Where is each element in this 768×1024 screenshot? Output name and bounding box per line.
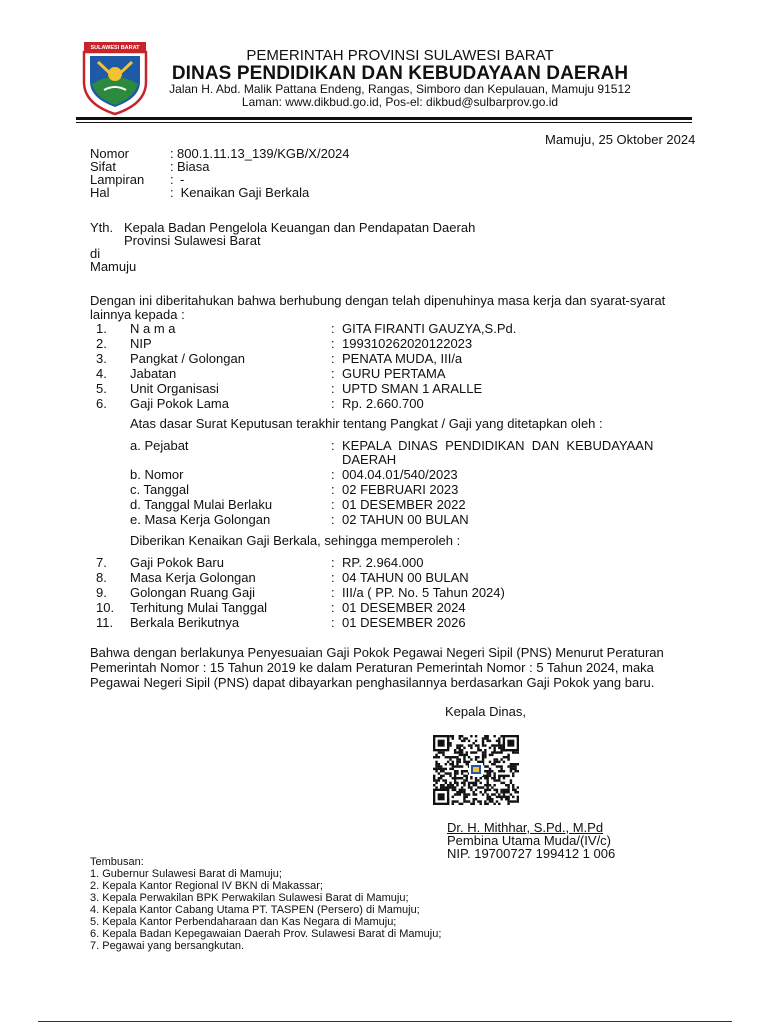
recipient-yth: Yth. bbox=[90, 220, 114, 235]
copy-item: 1. Gubernur Sulawesi Barat di Mamuju; bbox=[90, 868, 282, 880]
signatory-nip: NIP. 19700727 199412 1 006 bbox=[447, 846, 616, 861]
copy-item: 2. Kepala Kantor Regional IV BKN di Makassar; bbox=[90, 880, 323, 892]
copy-item: 7. Pegawai yang bersangkutan. bbox=[90, 940, 245, 952]
date-place: Mamuju, 25 Oktober 2024 bbox=[545, 132, 696, 147]
recipient-di: di bbox=[90, 246, 101, 261]
logo-text: SULAWESI BARAT bbox=[90, 45, 140, 51]
basis-intro: Atas dasar Surat Keputusan terakhir tentang Pangkat / Gaji yang ditetapkan oleh : bbox=[130, 416, 603, 431]
page-bottom-line bbox=[38, 1021, 732, 1022]
office-address: Jalan H. Abd. Malik Pattana Endeng, Rangas, Simboro dan Kepulauan, Mamuju 91512 bbox=[169, 82, 631, 96]
government-name: PEMERINTAH PROVINSI SULAWESI BARAT bbox=[246, 47, 554, 64]
province-logo bbox=[78, 40, 152, 116]
recipient-line1: Kepala Badan Pengelola Keuangan dan Pendapatan Daerah bbox=[124, 220, 476, 235]
signature-qr-code bbox=[433, 735, 519, 805]
recipient-line2: Provinsi Sulawesi Barat bbox=[124, 233, 261, 248]
copy-item: 3. Kepala Perwakilan BPK Perwakilan Sulawesi Barat di Mamuju; bbox=[90, 892, 409, 904]
intro-line-2: lainnya kepada : bbox=[90, 307, 185, 322]
copies-title: Tembusan: bbox=[90, 856, 144, 868]
closing-line: Pemerintah Nomor : 15 Tahun 2019 ke dalam Peraturan Pemerintah Nomor : 5 Tahun 2024, maka bbox=[90, 660, 654, 675]
department-name: DINAS PENDIDIKAN DAN KEBUDAYAAN DAERAH bbox=[171, 63, 629, 84]
copy-item: 6. Kepala Badan Kepegawaian Daerah Prov. Sulawesi Barat di Mamuju; bbox=[90, 928, 442, 940]
signature-title: Kepala Dinas, bbox=[445, 704, 526, 719]
office-web-email: Laman: www.dikbud.go.id, Pos-el: dikbud@sulbarprov.go.id bbox=[241, 95, 559, 109]
copy-item: 5. Kepala Kantor Perbendaharaan dan Kas Negara di Mamuju; bbox=[90, 916, 397, 928]
signatory-rank: Pembina Utama Muda/(IV/c) bbox=[447, 833, 612, 848]
closing-line: Bahwa dengan berlakunya Penyesuaian Gaji Pokok Pegawai Negeri Sipil (PNS) Menurut Peraturan bbox=[90, 645, 664, 660]
closing-line: Pegawai Negeri Sipil (PNS) dapat dibayarkan penghasilannya berdasarkan Gaji Pokok yang baru. bbox=[90, 675, 655, 690]
letterhead-divider-thin bbox=[76, 122, 692, 123]
recipient-city: Mamuju bbox=[90, 259, 137, 274]
signatory-name: Dr. H. Mithhar, S.Pd., M.Pd bbox=[447, 820, 604, 835]
intro-line-1: Dengan ini diberitahukan bahwa berhubung dengan telah dipenuhinya masa kerja dan syarat-syarat bbox=[90, 293, 666, 308]
copy-item: 4. Kepala Kantor Cabang Utama PT. TASPEN (Persero) di Mamuju; bbox=[90, 904, 420, 916]
letterhead-divider-thick bbox=[76, 117, 692, 120]
raise-intro: Diberikan Kenaikan Gaji Berkala, sehingga memperoleh : bbox=[130, 533, 461, 548]
